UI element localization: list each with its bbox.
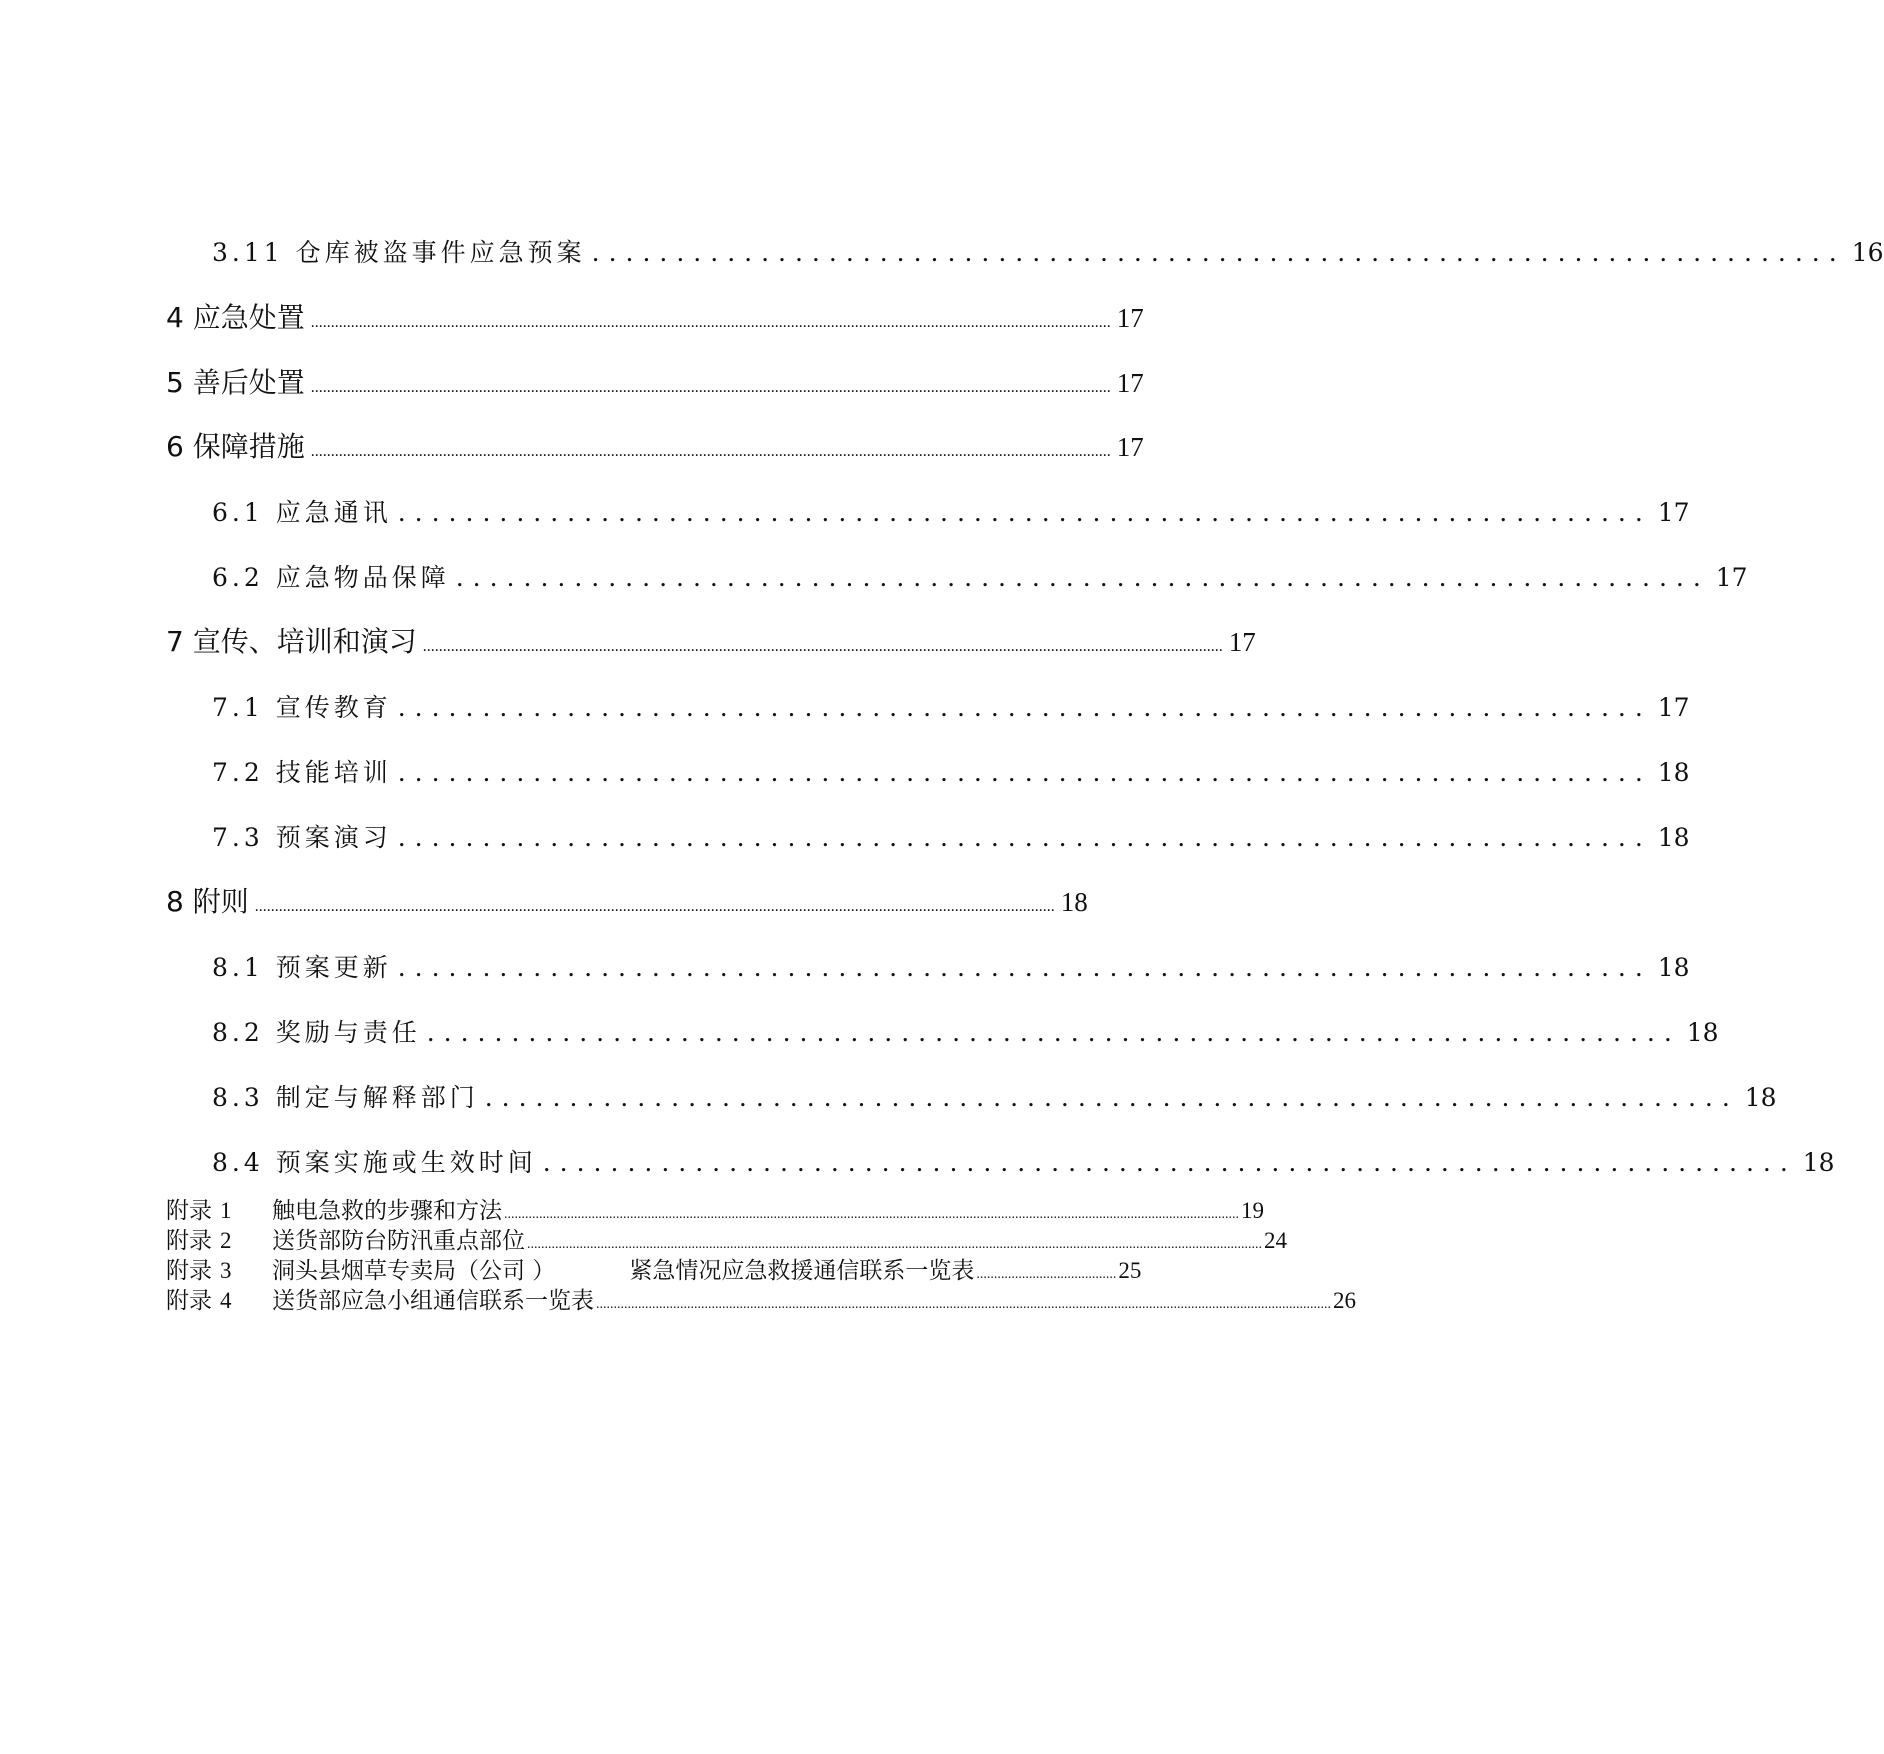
toc-entry-label: 8.2 奖励与责任 [212, 1018, 421, 1047]
toc-entry[interactable] [212, 493, 1690, 529]
toc-entry[interactable] [212, 233, 1884, 269]
dot-leader: ........................................................................................................................................................................................................ [310, 314, 1111, 331]
toc-entry-label: 6.1 应急通讯 [212, 498, 392, 527]
toc-entry-label: 6 保障措施 [166, 430, 305, 463]
dot-leader: .................................................................................................................................................................................................................. [527, 1237, 1262, 1252]
toc-entry-page: 18 [1657, 953, 1690, 982]
toc-entry[interactable] [166, 880, 1088, 920]
toc-entry-page: 17 [1116, 303, 1144, 333]
appendix-page: 26 [1333, 1288, 1356, 1313]
toc-entry-label: 5 善后处置 [166, 366, 305, 399]
appendix-entry[interactable] [166, 1282, 1356, 1315]
toc-entry[interactable] [212, 558, 1748, 594]
toc-entry-page: 17 [1657, 498, 1690, 527]
dot-leader: ........................................................................................................................................................................................................ [310, 443, 1111, 460]
appendix-number: 3 [220, 1258, 232, 1283]
appendix-title: 触电急救的步骤和方法 [272, 1198, 502, 1224]
appendix-tag-label: 附录 [166, 1198, 212, 1224]
toc-entry[interactable] [212, 818, 1690, 854]
appendix-number: 2 [220, 1228, 232, 1253]
toc-entry-page: 18 [1657, 758, 1690, 787]
appendix-tag [166, 1282, 272, 1315]
appendix-title: 送货部应急小组通信联系一览表 [272, 1288, 594, 1314]
dot-leader: .......................................................................... [397, 758, 1652, 787]
toc-entry[interactable] [166, 425, 1144, 465]
appendix-tag-label: 附录 [166, 1228, 212, 1254]
toc-entry-page: 18 [1802, 1148, 1835, 1177]
toc-entry-page: 17 [1657, 693, 1690, 722]
appendix-page: 24 [1264, 1228, 1287, 1253]
toc-entry[interactable] [212, 753, 1690, 789]
appendix-entry[interactable] [166, 1222, 1287, 1255]
toc-entry-label: 8 附则 [166, 885, 249, 918]
dot-leader: .......................................................................... [542, 1148, 1797, 1177]
appendix-entry[interactable] [166, 1252, 1142, 1285]
toc-entry-page: 16 [1851, 238, 1884, 267]
toc-entry[interactable] [212, 1013, 1719, 1049]
toc-entry-label: 7.1 宣传教育 [212, 693, 392, 722]
toc-entry-label: 7.2 技能培训 [212, 758, 392, 787]
toc-entry[interactable] [166, 361, 1144, 401]
toc-entry-page: 17 [1715, 563, 1748, 592]
dot-leader: ........................................................................................................................................................................................................ [254, 898, 1055, 915]
toc-entry[interactable] [212, 1078, 1777, 1114]
appendix-tag-label: 附录 [166, 1288, 212, 1314]
appendix-tag [166, 1222, 272, 1255]
toc-entry-label: 7.3 预案演习 [212, 823, 392, 852]
appendix-page: 19 [1241, 1198, 1264, 1223]
toc-entry-page: 17 [1116, 368, 1144, 398]
toc-entry-label: 3.11 仓库被盗事件应急预案 [212, 238, 586, 267]
toc-entry[interactable] [166, 296, 1144, 336]
toc-entry[interactable] [212, 688, 1690, 724]
toc-entry-page: 17 [1228, 627, 1256, 657]
toc-entry-page: 18 [1657, 823, 1690, 852]
appendix-page: 25 [1118, 1258, 1142, 1283]
dot-leader: .......................................................................... [397, 953, 1652, 982]
toc-entry-label: 4 应急处置 [166, 301, 305, 334]
dot-leader: .......................................................................... [591, 238, 1846, 267]
dot-leader: ........................................................................................................................................................................................................ [422, 638, 1223, 655]
toc-entry-label: 6.2 应急物品保障 [212, 563, 450, 592]
toc-entry-page: 18 [1686, 1018, 1719, 1047]
appendix-entry[interactable] [166, 1192, 1264, 1225]
dot-leader: ........................................................................................................................................................................................................ [310, 379, 1111, 396]
appendix-title: 洞头县烟草专卖局（公司 ） [272, 1258, 556, 1284]
appendix-number: 1 [220, 1198, 232, 1223]
toc-entry-label: 8.1 预案更新 [212, 953, 392, 982]
toc-entry[interactable] [212, 948, 1690, 984]
appendix-number: 4 [220, 1288, 232, 1313]
appendix-tag-label: 附录 [166, 1258, 212, 1284]
toc-entry[interactable] [166, 620, 1256, 660]
appendix-tag [166, 1192, 272, 1225]
dot-leader: .................................................................................................................................................................................................................. [596, 1297, 1331, 1312]
toc-entry-label: 8.3 制定与解释部门 [212, 1083, 479, 1112]
dot-leader: .......................................................................... [426, 1018, 1681, 1047]
dot-leader: .......................................................................... [397, 693, 1652, 722]
dot-leader: ........................................ [976, 1267, 1117, 1282]
dot-leader: .......................................................................... [397, 498, 1652, 527]
appendix-title: 送货部防台防汛重点部位 [272, 1228, 525, 1254]
toc-entry-label: 7 宣传、培训和演习 [166, 625, 417, 658]
dot-leader: .......................................................................... [397, 823, 1652, 852]
toc-entry[interactable] [212, 1143, 1835, 1179]
dot-leader: .......................................................................... [455, 563, 1710, 592]
toc-entry-label: 8.4 预案实施或生效时间 [212, 1148, 537, 1177]
appendix-title-continued: 紧急情况应急救援通信联系一览表 [629, 1258, 975, 1284]
toc-entry-page: 18 [1744, 1083, 1777, 1112]
toc-entry-page: 18 [1060, 887, 1088, 917]
toc-entry-page: 17 [1116, 432, 1144, 462]
dot-leader: .......................................................................... [484, 1083, 1739, 1112]
dot-leader: .................................................................................................................................................................................................................. [504, 1207, 1239, 1222]
appendix-tag [166, 1252, 272, 1285]
